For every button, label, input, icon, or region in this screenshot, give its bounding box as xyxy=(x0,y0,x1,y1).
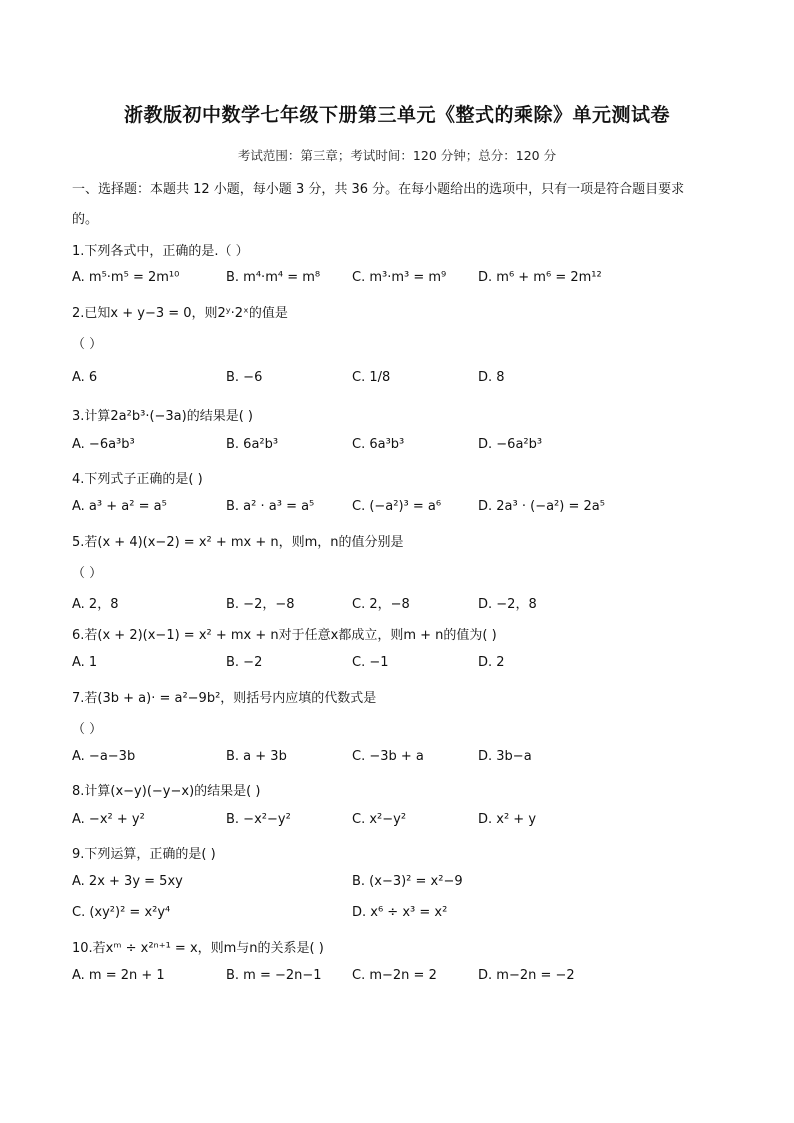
q2-option-d: D. 8 xyxy=(478,370,505,385)
page-title: 浙教版初中数学七年级下册第三单元《整式的乘除》单元测试卷 xyxy=(123,104,670,126)
q1-option-c: C. m³·m³ = m⁹ xyxy=(352,270,447,285)
q5-option-d: D. −2，8 xyxy=(478,597,537,612)
q7-option-b: B. a + 3b xyxy=(226,749,287,764)
q8-option-d: D. x² + y xyxy=(478,812,537,827)
question-4-stem: 4.下列式子正确的是( ) xyxy=(72,472,203,487)
question-7-stem: 7.若(3b + a)· = a²−9b²，则括号内应填的代数式是 xyxy=(72,691,377,706)
q2-option-b: B. −6 xyxy=(226,370,263,385)
q10-option-a: A. m = 2n + 1 xyxy=(72,968,165,983)
q7-option-c: C. −3b + a xyxy=(352,749,424,764)
q10-option-d: D. m−2n = −2 xyxy=(478,968,575,983)
q3-option-d: D. −6a²b³ xyxy=(478,437,543,452)
q4-option-a: A. a³ + a² = a⁵ xyxy=(72,499,167,514)
q5-option-a: A. 2，8 xyxy=(72,597,119,612)
q10-option-b: B. m = −2n−1 xyxy=(226,968,322,983)
q7-option-a: A. −a−3b xyxy=(72,749,136,764)
q2-option-a: A. 6 xyxy=(72,370,98,385)
question-8-stem: 8.计算(x−y)(−y−x)的结果是( ) xyxy=(72,784,261,799)
q1-option-b: B. m⁴·m⁴ = m⁸ xyxy=(226,270,321,285)
question-6-stem: 6.若(x + 2)(x−1) = x² + mx + n对于任意x都成立，则m + n的值为( ) xyxy=(72,628,497,643)
q9-option-a: A. 2x + 3y = 5xy xyxy=(72,874,183,889)
question-9-stem: 9.下列运算，正确的是( ) xyxy=(72,847,216,862)
q2-option-c: C. 1/8 xyxy=(352,370,391,385)
section-instructions: 一、选择题：本题共 12 小题，每小题 3 分，共 36 分。在每小题给出的选项中，只有一项是符合题目要求 xyxy=(72,182,685,197)
exam-info: 考试范围：第三章；考试时间：120 分钟；总分：120 分 xyxy=(237,148,557,163)
q8-option-c: C. x²−y² xyxy=(352,812,407,827)
question-5-stem: 5.若(x + 4)(x−2) = x² + mx + n，则m，n的值分别是 xyxy=(72,535,404,550)
question-7-paren: （ ） xyxy=(72,722,103,737)
question-1-stem: 1.下列各式中，正确的是.（ ） xyxy=(72,244,249,259)
q4-option-d: D. 2a³ · (−a²) = 2a⁵ xyxy=(478,499,605,514)
q6-option-d: D. 2 xyxy=(478,655,505,670)
q8-option-b: B. −x²−y² xyxy=(226,812,291,827)
q3-option-b: B. 6a²b³ xyxy=(226,437,279,452)
q8-option-a: A. −x² + y² xyxy=(72,812,145,827)
q6-option-c: C. −1 xyxy=(352,655,389,670)
q6-option-a: A. 1 xyxy=(72,655,98,670)
q5-option-b: B. −2，−8 xyxy=(226,597,295,612)
question-5-paren: （ ） xyxy=(72,566,103,581)
q4-option-c: C. (−a²)³ = a⁶ xyxy=(352,499,442,514)
q4-option-b: B. a² · a³ = a⁵ xyxy=(226,499,315,514)
q10-option-c: C. m−2n = 2 xyxy=(352,968,437,983)
q9-option-c: C. (xy²)² = x²y⁴ xyxy=(72,905,171,920)
question-2-stem: 2.已知x + y−3 = 0，则2ʸ·2ˣ的值是 xyxy=(72,306,288,321)
q1-option-d: D. m⁶ + m⁶ = 2m¹² xyxy=(478,270,602,285)
section-instructions-cont: 的。 xyxy=(72,212,99,227)
q1-option-a: A. m⁵·m⁵ = 2m¹⁰ xyxy=(72,270,180,285)
q3-option-c: C. 6a³b³ xyxy=(352,437,405,452)
q3-option-a: A. −6a³b³ xyxy=(72,437,135,452)
q7-option-d: D. 3b−a xyxy=(478,749,532,764)
question-2-paren: （ ） xyxy=(72,337,103,352)
q5-option-c: C. 2，−8 xyxy=(352,597,410,612)
question-3-stem: 3.计算2a²b³·(−3a)的结果是( ) xyxy=(72,409,253,424)
q9-option-d: D. x⁶ ÷ x³ = x² xyxy=(352,905,448,920)
q6-option-b: B. −2 xyxy=(226,655,263,670)
q9-option-b: B. (x−3)² = x²−9 xyxy=(352,874,463,889)
question-10-stem: 10.若xᵐ ÷ x²ⁿ⁺¹ = x，则m与n的关系是( ) xyxy=(72,941,324,956)
